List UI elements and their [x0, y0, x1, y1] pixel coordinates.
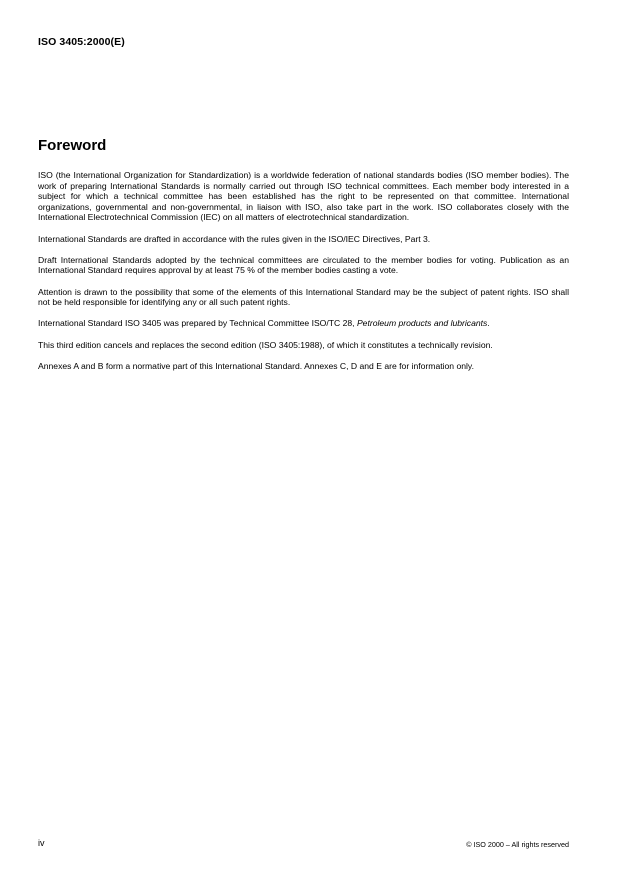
paragraph-voting: Draft International Standards adopted by the technical committees are circulated to the member bodies for voting. Publication as an International Standard requires approval by at least 75 % of the member bodies casting a vote. [38, 254, 569, 276]
committee-subject: Petroleum products and lubricants [356, 318, 488, 329]
paragraph-drafting-rules: International Standards are drafted in accordance with the rules given in the ISO/IEC Directives, Part 3. [38, 233, 431, 244]
paragraph-annexes: Annexes A and B form a normative part of this International Standard. Annexes C, D and E are for information only. [38, 360, 474, 371]
page-number: iv [38, 838, 45, 848]
paragraph-iso-overview: ISO (the International Organization for Standardization) is a worldwide federation of national standards bodies (ISO member bodies). The work of preparing International Standards is normally carried out through ISO technical committees. Each member body interested in a subject for which a technical committee has been established has the right to be represented on that committee. International organizations, governmental and non-governmental, in liaison with ISO, also take part in the work. ISO collaborates closely with the International Electrotechnical Commission (IEC) on all matters of electrotechnical standardization. [38, 170, 569, 223]
paragraph-patent-rights: Attention is drawn to the possibility that some of the elements of this International Standard may be the subject of patent rights. ISO shall not be held responsible for identifying any or all such patent rights. [38, 286, 569, 308]
document-code: ISO 3405:2000(E) [38, 36, 125, 48]
copyright-notice: © ISO 2000 – All rights reserved [466, 840, 569, 849]
preparation-text: International Standard ISO 3405 was prepared by Technical Committee ISO/TC 28, [38, 318, 357, 329]
paragraph-edition: This third edition cancels and replaces the second edition (ISO 3405:1988), of which it constitutes a technically revision. [38, 339, 493, 350]
page-title: Foreword [38, 137, 107, 154]
preparation-end: . [487, 318, 490, 329]
paragraph-preparation [38, 318, 569, 329]
foreword-body [38, 170, 569, 382]
